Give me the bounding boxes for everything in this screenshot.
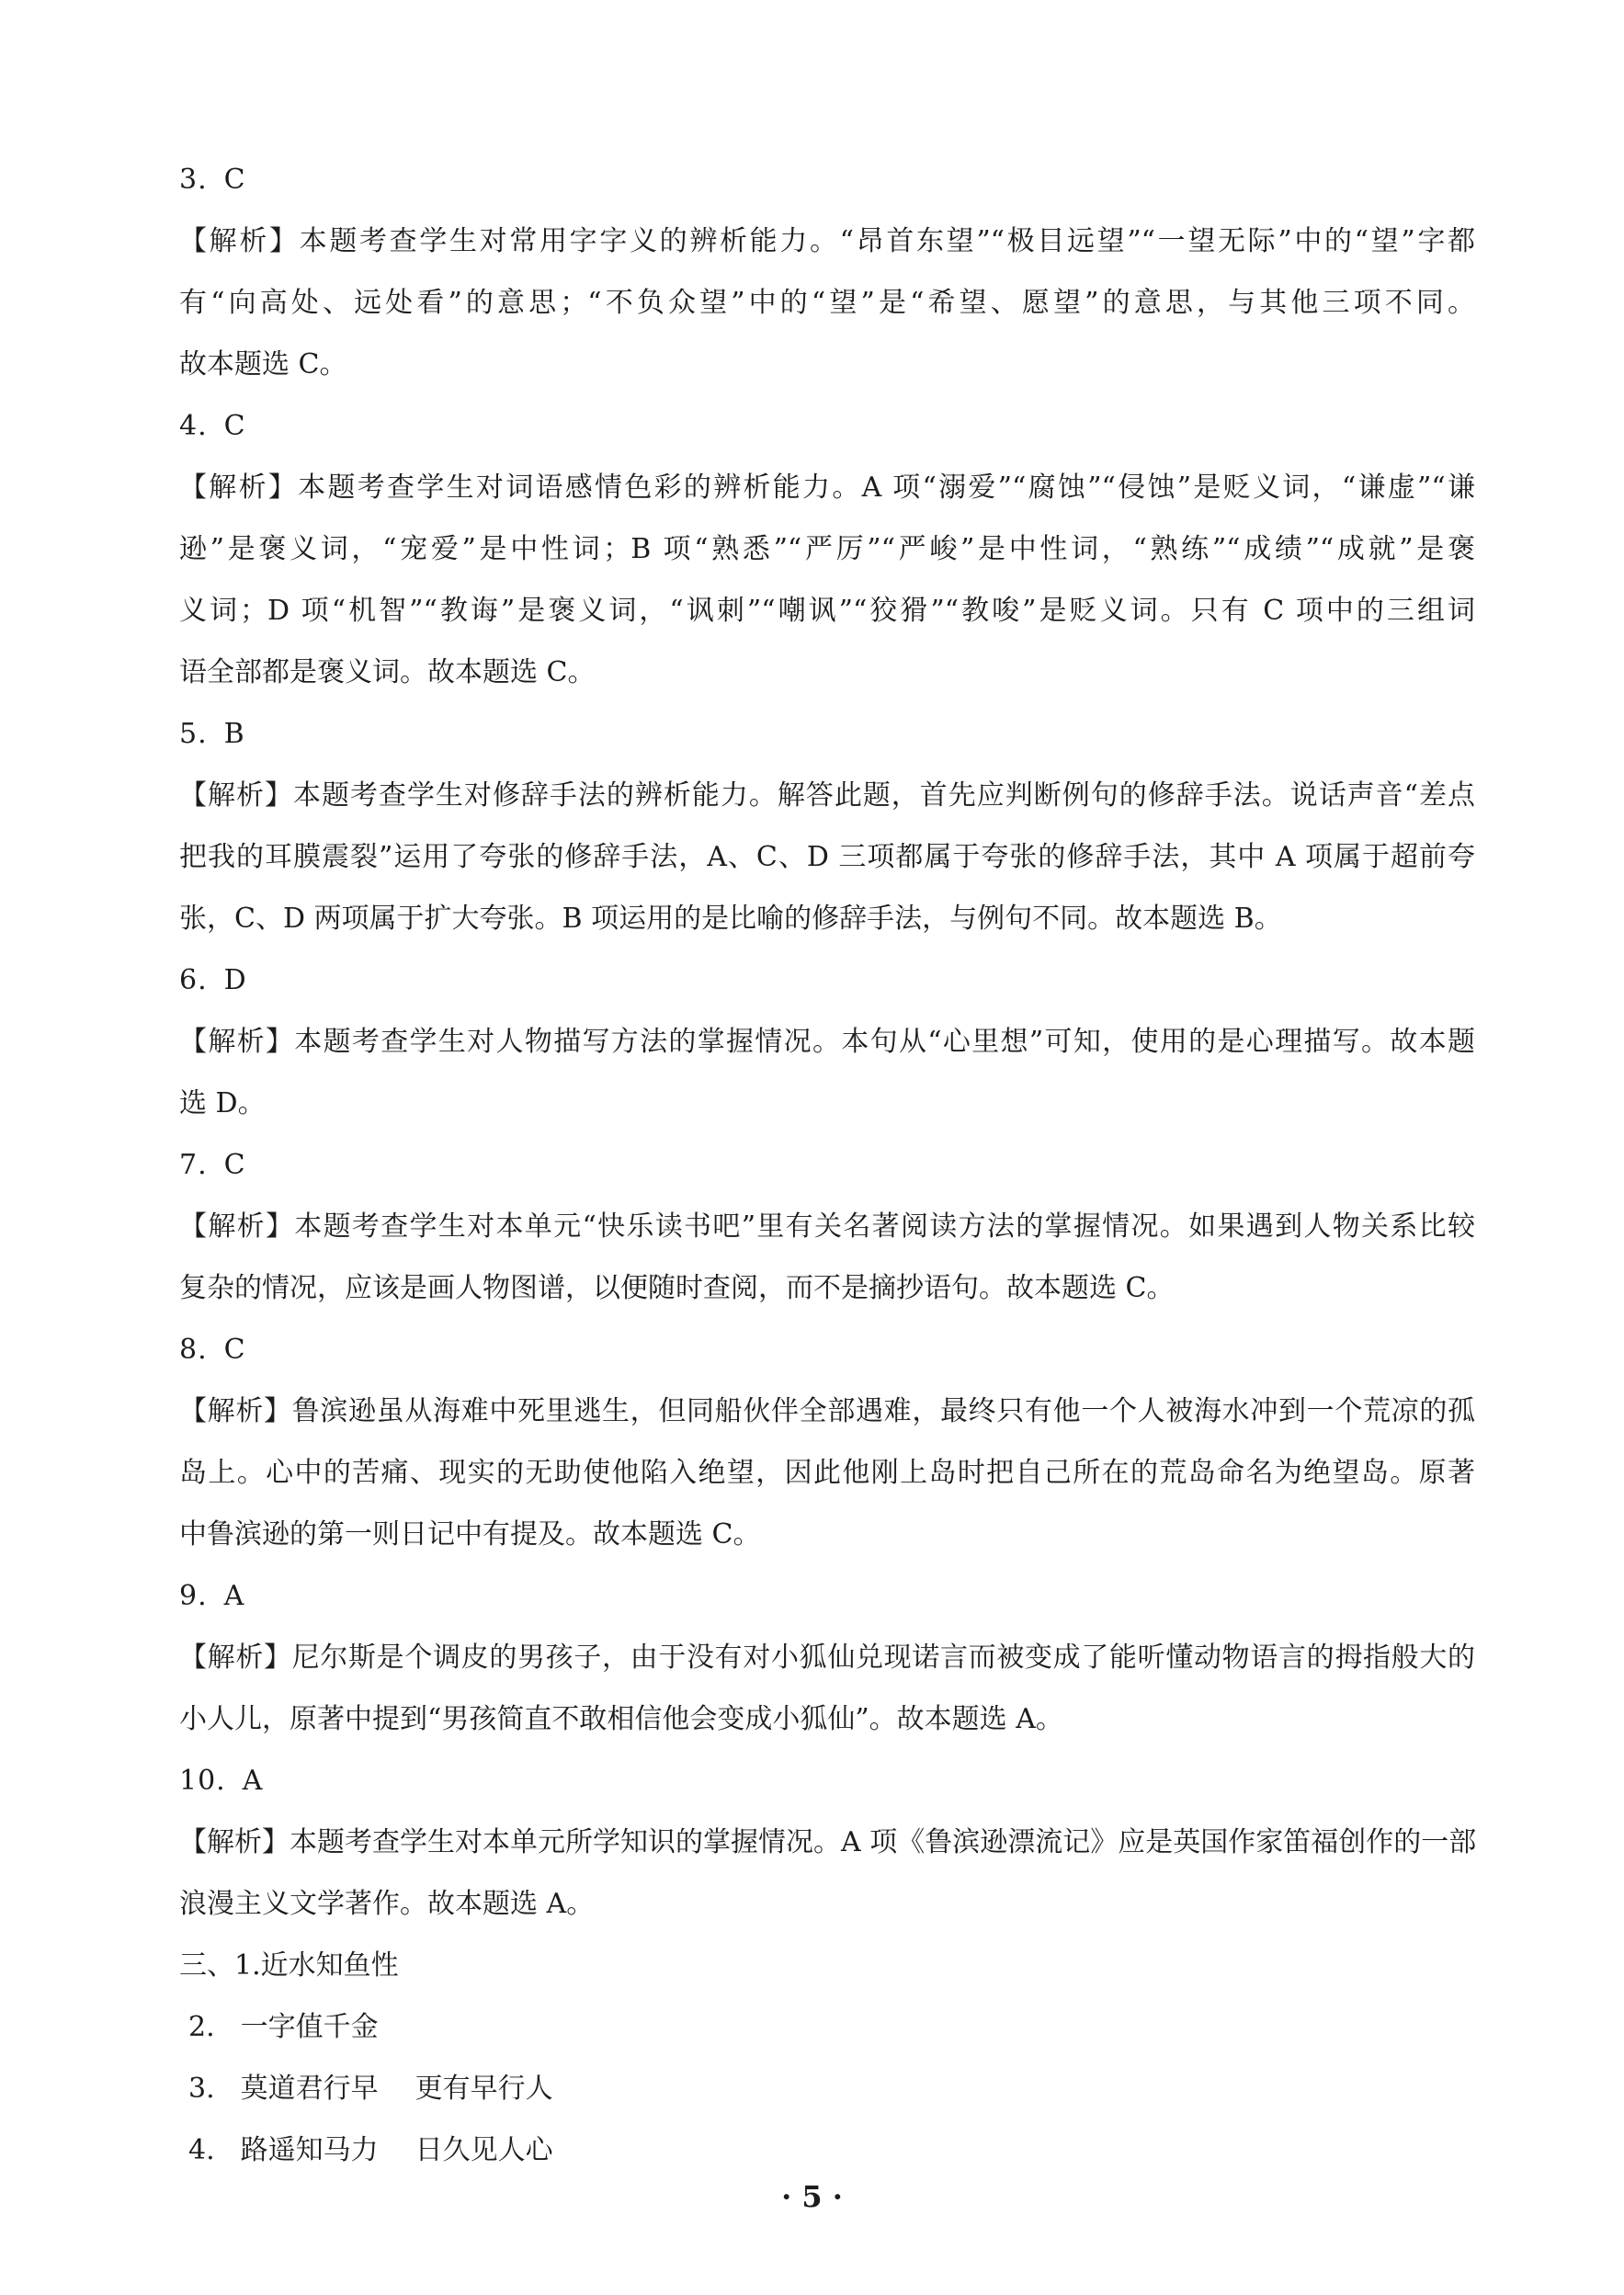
answer-number-line <box>179 1134 1475 1196</box>
answer-choice: D <box>223 964 247 996</box>
explanation-line: 把我的耳膜震裂”运用了夸张的修辞手法，A、C、D 三项都属于夸张的修辞手法，其中 A 项属于超前夸 <box>179 841 1475 873</box>
answer-choice: C <box>223 164 246 196</box>
answer-choice: C <box>223 1149 246 1181</box>
page-number: · 5 · <box>781 2179 843 2214</box>
explanation-line: 语全部都是褒义词。故本题选 C。 <box>179 656 596 688</box>
answer-number: 7. <box>179 1149 208 1181</box>
answer-number-line <box>179 949 1475 1011</box>
section-3 <box>179 1935 1475 2181</box>
explanation-line: 有“向高处、远处看”的意思；“不负众望”中的“望”是“希望、愿望”的意思，与其他三项不同。 <box>179 287 1475 319</box>
answer-8 <box>179 1319 1475 1565</box>
answer-number-line <box>179 395 1475 457</box>
answer-choice: C <box>223 1334 246 1366</box>
answer-choice: C <box>223 410 246 442</box>
explanation-line: 【解析】本题考查学生对人物描写方法的掌握情况。本句从“心里想”可知，使用的是心理描写。故本题 <box>179 1026 1475 1058</box>
explanation-line: 【解析】本题考查学生对本单元“快乐读书吧”里有关名著阅读方法的掌握情况。如果遇到人物关系比较 <box>179 1210 1475 1243</box>
explanation-line: 逊”是褒义词，“宠爱”是中性词；B 项“熟悉”“严厉”“严峻”是中性词，“熟练”“成绩”“成就”是褒 <box>179 533 1475 565</box>
explanation-line: 中鲁滨逊的第一则日记中有提及。故本题选 C。 <box>179 1518 761 1551</box>
explanation-line: 浪漫主义文学著作。故本题选 A。 <box>179 1888 595 1920</box>
answer-number: 6. <box>179 964 208 996</box>
answer-key-content <box>179 149 1475 2181</box>
explanation-line: 【解析】本题考查学生对修辞手法的辨析能力。解答此题，首先应判断例句的修辞手法。说话声音“差点 <box>179 779 1475 812</box>
answer-number: 9. <box>179 1580 208 1612</box>
item-number: 1. <box>234 1949 261 1982</box>
explanation-line: 义词；D 项“机智”“教诲”是褒义词，“讽刺”“嘲讽”“狡猾”“教唆”是贬义词。只有 C 项中的三组词 <box>179 595 1475 627</box>
item-text: 莫道君行早 <box>240 2073 379 2105</box>
explanation-line: 张，C、D 两项属于扩大夸张。B 项运用的是比喻的修辞手法，与例句不同。故本题选 B。 <box>179 903 1282 935</box>
item-number: 3. <box>188 2073 215 2105</box>
explanation-line: 【解析】本题考查学生对本单元所学知识的掌握情况。A 项《鲁滨逊漂流记》应是英国作家笛福创作的一部 <box>179 1826 1477 1858</box>
item-number: 4. <box>188 2134 215 2166</box>
explanation-line: 复杂的情况，应该是画人物图谱，以便随时查阅，而不是摘抄语句。故本题选 C。 <box>179 1272 1175 1304</box>
answer-choice: A <box>242 1765 264 1797</box>
explanation-line: 小人儿，原著中提到“男孩简直不敢相信他会变成小狐仙”。故本题选 A。 <box>179 1703 1063 1735</box>
answer-6 <box>179 949 1475 1134</box>
section-heading: 三、 <box>179 1949 234 1982</box>
answer-choice: A <box>223 1580 245 1612</box>
answer-7 <box>179 1134 1475 1319</box>
answer-number: 5. <box>179 718 208 750</box>
answer-number: 4. <box>179 410 208 442</box>
answer-number-line <box>179 149 1475 210</box>
explanation-line: 选 D。 <box>179 1087 266 1119</box>
answer-10 <box>179 1750 1475 1935</box>
answer-3 <box>179 149 1475 395</box>
section-3-item <box>179 2058 1475 2119</box>
item-text: 近水知鱼性 <box>260 1949 399 1982</box>
answer-number: 8. <box>179 1334 208 1366</box>
explanation-line: 【解析】本题考查学生对常用字字义的辨析能力。“昂首东望”“极目远望”“一望无际”中的“望”字都 <box>179 225 1475 257</box>
explanation-line: 故本题选 C。 <box>179 348 347 381</box>
section-3-item <box>179 1996 1475 2058</box>
answer-choice: B <box>223 718 245 750</box>
explanation-line: 【解析】本题考查学生对词语感情色彩的辨析能力。A 项“溺爱”“腐蚀”“侵蚀”是贬义词，“谦虚”“谦 <box>179 471 1475 504</box>
answer-5 <box>179 703 1475 949</box>
answer-number-line <box>179 1750 1475 1812</box>
answer-number: 10. <box>179 1765 226 1797</box>
item-text: 更有早行人 <box>415 2073 553 2105</box>
answer-number-line <box>179 703 1475 765</box>
section-3-item <box>179 2119 1475 2181</box>
item-number: 2. <box>188 2011 215 2043</box>
answer-9 <box>179 1565 1475 1750</box>
item-text: 路遥知马力 <box>240 2134 379 2166</box>
item-text: 一字值千金 <box>240 2011 379 2043</box>
answer-4 <box>179 395 1475 703</box>
answer-number-line <box>179 1565 1475 1627</box>
explanation-line: 【解析】鲁滨逊虽从海难中死里逃生，但同船伙伴全部遇难，最终只有他一个人被海水冲到一个荒凉的孤 <box>179 1395 1475 1427</box>
answer-number: 3. <box>179 164 208 196</box>
section-3-first-line <box>179 1935 1475 1996</box>
item-text: 日久见人心 <box>415 2134 553 2166</box>
explanation-line: 【解析】尼尔斯是个调皮的男孩子，由于没有对小狐仙兑现诺言而被变成了能听懂动物语言的拇指般大的 <box>179 1642 1475 1674</box>
answer-number-line <box>179 1319 1475 1380</box>
explanation-line: 岛上。心中的苦痛、现实的无助使他陷入绝望，因此他刚上岛时把自己所在的荒岛命名为绝望岛。原著 <box>179 1457 1475 1489</box>
